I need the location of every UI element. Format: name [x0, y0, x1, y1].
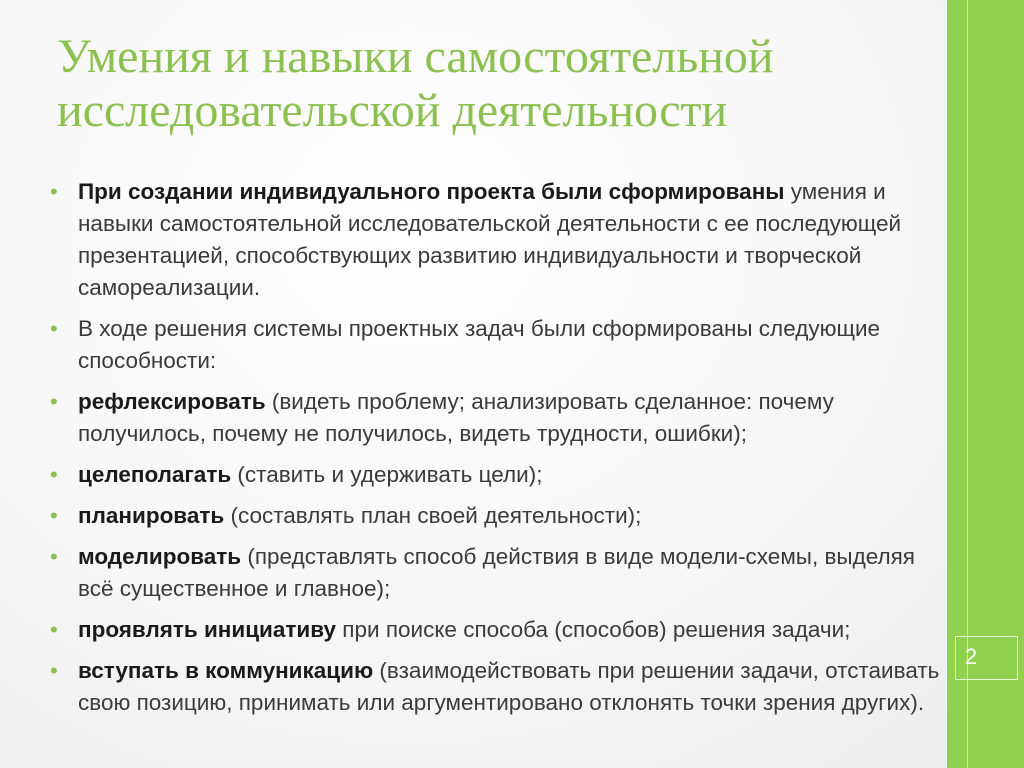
bullet-item	[50, 614, 955, 646]
bullet-bold-text: При создании индивидуального проекта были сформированы	[78, 179, 785, 204]
bullet-text: (представлять способ действия в виде модели-схемы, выделяя всё существенное и главное);	[78, 544, 915, 601]
bullet-bold-text: проявлять инициативу	[78, 617, 337, 642]
bullet-text: В ходе решения системы проектных задач были сформированы следующие способности:	[78, 316, 881, 373]
bullet-list	[50, 176, 955, 728]
bullet-dot-icon: •	[50, 658, 58, 683]
bullet-item	[50, 313, 955, 377]
bullet-dot-icon: •	[50, 617, 58, 642]
bullet-dot-icon: •	[50, 462, 58, 487]
bullet-text: при поиске способа (способов) решения задачи;	[336, 617, 851, 642]
bullet-bold-text: моделировать	[78, 544, 242, 569]
bullet-item	[50, 500, 955, 532]
bullet-dot-icon: •	[50, 389, 58, 414]
bullet-text: умения и навыки самостоятельной исследовательской деятельности с ее последующей презентацией, способствующих развитию индивидуальности и творческой самореализации.	[78, 179, 902, 300]
bullet-bold-text: вступать в коммуникацию	[78, 658, 374, 683]
bullet-text: (взаимодействовать при решении задачи, отстаивать свою позицию, принимать или аргументировано отклонять точки зрения других).	[78, 658, 940, 715]
bullet-item	[50, 459, 955, 491]
bullet-dot-icon: •	[50, 316, 58, 341]
bullet-item	[50, 541, 955, 605]
bullet-bold-text: целеполагать	[78, 462, 232, 487]
bullet-item	[50, 655, 955, 719]
bullet-text: (составлять план своей деятельности);	[224, 503, 642, 528]
bullet-text: (видеть проблему; анализировать сделанное: почему получилось, почему не получилось, видеть трудности, ошибки);	[78, 389, 834, 446]
bullet-item	[50, 386, 955, 450]
bullet-bold-text: планировать	[78, 503, 225, 528]
page-number: 2	[964, 644, 978, 669]
bullet-dot-icon: •	[50, 179, 58, 204]
bullet-item	[50, 176, 955, 304]
slide-title: Умения и навыки самостоятельной исследовательской деятельности	[57, 30, 774, 137]
bullet-bold-text: рефлексировать	[78, 389, 266, 414]
bullet-dot-icon: •	[50, 503, 58, 528]
bullet-dot-icon: •	[50, 544, 58, 569]
bullet-text: (ставить и удерживать цели);	[231, 462, 543, 487]
